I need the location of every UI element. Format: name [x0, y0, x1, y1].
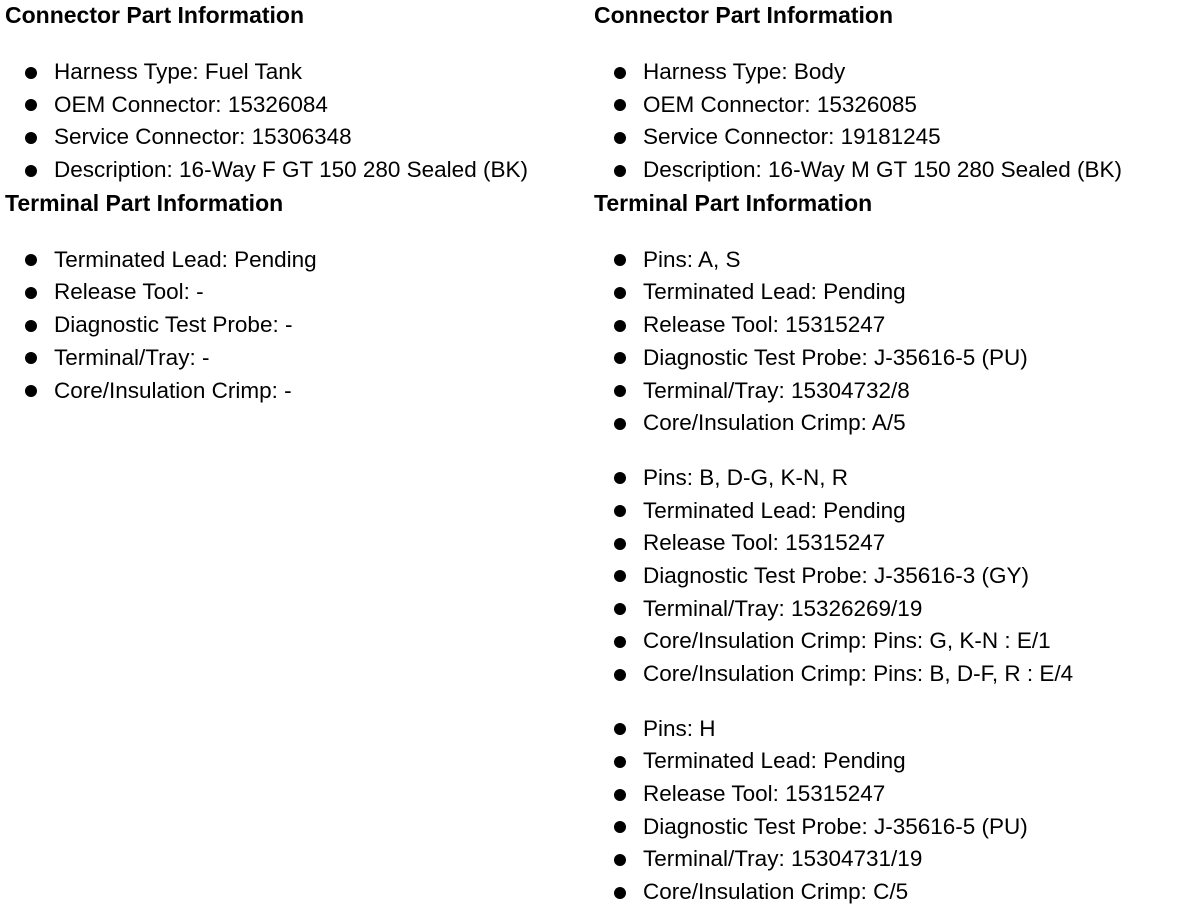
bullet-icon — [614, 854, 626, 866]
bullet-icon — [614, 756, 626, 768]
list-item-text: Terminated Lead: Pending — [643, 748, 906, 774]
bullet-icon — [25, 254, 37, 266]
terminal-heading: Terminal Part Information — [5, 189, 284, 216]
list-item — [594, 309, 1194, 342]
bullet-icon — [25, 287, 37, 299]
bullet-icon — [614, 669, 626, 681]
bullet-icon — [614, 132, 626, 144]
bullet-icon — [614, 887, 626, 899]
list-item — [5, 56, 590, 89]
connector-heading: Connector Part Information — [594, 2, 894, 28]
list-item-text: Release Tool: 15315247 — [643, 312, 886, 338]
bullet-icon — [614, 723, 626, 735]
bullet-icon — [614, 287, 626, 299]
list-item — [594, 154, 1194, 187]
list-item — [5, 154, 590, 187]
list-item — [5, 121, 590, 154]
bullet-icon — [614, 99, 626, 111]
list-item-text: Pins: B, D-G, K-N, R — [643, 464, 849, 490]
list-item-text: OEM Connector: 15326085 — [643, 91, 917, 117]
list-item-text: Core/Insulation Crimp: Pins: B, D-F, R : E/4 — [643, 661, 1074, 686]
bullet-icon — [614, 570, 626, 582]
list-item-text: Release Tool: - — [54, 279, 204, 305]
list-item — [5, 342, 590, 375]
list-item — [594, 811, 1194, 844]
bullet-icon — [614, 789, 626, 801]
list-item — [594, 375, 1194, 408]
list-item-text: Core/Insulation Crimp: - — [54, 377, 292, 403]
list-item-text: Terminated Lead: Pending — [643, 279, 906, 305]
list-item — [594, 843, 1194, 876]
list-item-text: Terminal/Tray: 15304731/19 — [643, 846, 923, 872]
list-item — [594, 593, 1194, 626]
list-item — [5, 244, 590, 277]
list-item — [5, 276, 590, 309]
list-item — [5, 89, 590, 122]
bullet-icon — [25, 67, 37, 79]
bullet-icon — [614, 385, 626, 397]
bullet-icon — [614, 418, 626, 430]
list-item-text: Core/Insulation Crimp: A/5 — [643, 410, 906, 436]
list-item-text: Diagnostic Test Probe: J-35616-5 (PU) — [643, 813, 1028, 839]
bullet-icon — [25, 165, 37, 177]
bullet-icon — [614, 165, 626, 177]
bullet-icon — [614, 472, 626, 484]
list-item-text: Description: 16-Way F GT 150 280 Sealed (BK) — [54, 157, 528, 183]
list-item — [594, 713, 1194, 746]
list-item — [594, 342, 1194, 375]
list-item-text: Diagnostic Test Probe: J-35616-5 (PU) — [643, 344, 1028, 370]
bullet-icon — [614, 352, 626, 364]
list-item — [594, 560, 1194, 593]
list-item-text: Core/Insulation Crimp: Pins: G, K-N : E/1 — [643, 628, 1051, 654]
bullet-icon — [25, 352, 37, 364]
list-item-text: Harness Type: Fuel Tank — [54, 59, 303, 84]
bullet-icon — [25, 385, 37, 397]
bullet-icon — [614, 821, 626, 833]
right-column — [594, 0, 1194, 909]
list-item — [594, 658, 1194, 691]
bullet-icon — [614, 505, 626, 517]
terminal-info-list — [5, 244, 590, 407]
connector-heading: Connector Part Information — [5, 2, 305, 28]
bullet-icon — [25, 99, 37, 111]
list-item — [594, 462, 1194, 495]
list-item-text: Pins: H — [643, 715, 716, 741]
list-item-text: OEM Connector: 15326084 — [54, 91, 328, 117]
list-item-text: Terminal/Tray: 15304732/8 — [643, 377, 910, 403]
bullet-icon — [614, 538, 626, 550]
list-item-text: Terminated Lead: Pending — [54, 246, 317, 272]
terminal-heading: Terminal Part Information — [594, 189, 873, 216]
list-item-text: Terminal/Tray: - — [54, 344, 210, 370]
terminal-group-pins-a-s — [594, 244, 1194, 440]
list-item — [594, 56, 1194, 89]
terminal-group-pins-h — [594, 713, 1194, 909]
list-item-text: Core/Insulation Crimp: C/5 — [643, 879, 909, 905]
list-item-text: Release Tool: 15315247 — [643, 530, 886, 556]
terminal-group-pins-b — [594, 462, 1194, 691]
list-item — [594, 745, 1194, 778]
list-item — [5, 375, 590, 408]
list-item-text: Terminated Lead: Pending — [643, 497, 906, 523]
bullet-icon — [25, 132, 37, 144]
connector-info-list — [594, 56, 1194, 187]
list-item — [594, 407, 1194, 440]
list-item — [594, 495, 1194, 528]
bullet-icon — [614, 636, 626, 648]
left-column — [5, 0, 590, 407]
list-item — [594, 778, 1194, 811]
list-item-text: Description: 16-Way M GT 150 280 Sealed (BK) — [643, 157, 1122, 183]
list-item — [594, 121, 1194, 154]
list-item-text: Terminal/Tray: 15326269/19 — [643, 595, 923, 621]
list-item-text: Pins: A, S — [643, 246, 741, 272]
bullet-icon — [614, 320, 626, 332]
list-item — [594, 276, 1194, 309]
list-item — [594, 625, 1194, 658]
bullet-icon — [614, 67, 626, 79]
list-item-text: Diagnostic Test Probe: - — [54, 312, 293, 338]
list-item — [5, 309, 590, 342]
list-item — [594, 876, 1194, 909]
list-item-text: Service Connector: 15306348 — [54, 124, 352, 150]
list-item — [594, 527, 1194, 560]
bullet-icon — [614, 254, 626, 266]
list-item-text: Diagnostic Test Probe: J-35616-3 (GY) — [643, 562, 1030, 588]
bullet-icon — [25, 320, 37, 332]
list-item — [594, 89, 1194, 122]
list-item-text: Harness Type: Body — [643, 59, 846, 84]
list-item-text: Service Connector: 19181245 — [643, 124, 941, 150]
bullet-icon — [614, 603, 626, 615]
list-item — [594, 244, 1194, 277]
list-item-text: Release Tool: 15315247 — [643, 781, 886, 807]
connector-info-list — [5, 56, 590, 187]
